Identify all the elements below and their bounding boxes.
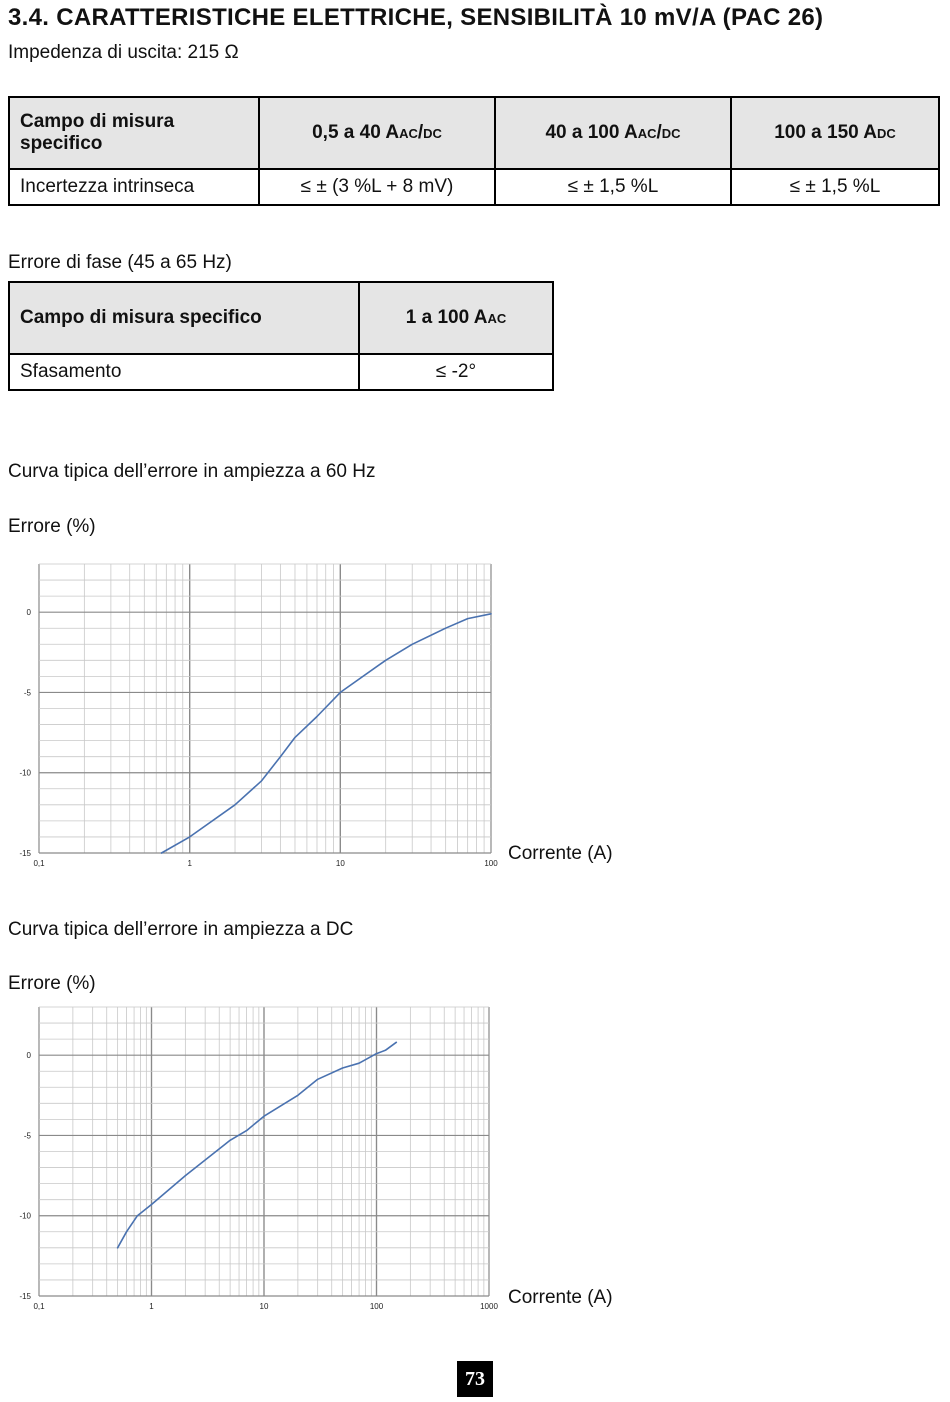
x-tick-label: 10 <box>335 859 345 868</box>
x-tick-label: 100 <box>484 859 498 868</box>
y-tick-label: -15 <box>19 849 31 858</box>
phase-error-caption: Errore di fase (45 a 65 Hz) <box>8 252 232 273</box>
chart2-xlabel: Corrente (A) <box>508 1287 613 1308</box>
y-tick-label: -5 <box>23 688 31 698</box>
x-tick-label: 1 <box>187 859 192 868</box>
accuracy-table <box>8 96 940 206</box>
y-tick-label: 0 <box>26 1051 31 1061</box>
y-tick-label: -10 <box>19 1211 31 1221</box>
table1-header-label: Campo di misura specifico <box>9 97 259 169</box>
x-tick-label: 0,1 <box>33 859 45 868</box>
chart1-60hz-error <box>0 555 500 875</box>
error-curve-line <box>162 614 492 853</box>
error-curve-line <box>118 1042 397 1248</box>
table1-cell-range2: ≤ ± 1,5 %L <box>495 169 731 205</box>
x-tick-label: 100 <box>369 1302 384 1311</box>
page-heading: 3.4. CARATTERISTICHE ELETTRICHE, SENSIBILITÀ 10 mV/A (PAC 26) <box>8 4 824 31</box>
table1-header-range2: 40 a 100 Aac/dc <box>495 97 731 169</box>
x-tick-label: 0,1 <box>33 1302 45 1311</box>
table1-row-label: Incertezza intrinseca <box>9 169 259 205</box>
chart2-dc-error <box>0 998 500 1318</box>
y-tick-label: -10 <box>19 768 31 778</box>
y-tick-label: 0 <box>26 608 31 618</box>
chart1-xlabel: Corrente (A) <box>508 843 613 864</box>
chart2-caption: Curva tipica dell’errore in ampiezza a DC <box>8 919 354 940</box>
page-number: 73 <box>457 1361 493 1397</box>
phase-table <box>8 281 554 391</box>
x-tick-label: 1000 <box>480 1302 498 1311</box>
table2-row-label: Sfasamento <box>9 354 359 390</box>
table1-header-range1: 0,5 a 40 Aac/dc <box>259 97 495 169</box>
table1-cell-range3: ≤ ± 1,5 %L <box>731 169 939 205</box>
table2-cell-value: ≤ -2° <box>359 354 553 390</box>
chart1-ylabel: Errore (%) <box>8 516 96 537</box>
chart2-ylabel: Errore (%) <box>8 973 96 994</box>
x-tick-label: 10 <box>259 1302 269 1311</box>
table1-header-range3: 100 a 150 Adc <box>731 97 939 169</box>
x-tick-label: 1 <box>149 1302 154 1311</box>
table1-cell-range1: ≤ ± (3 %L + 8 mV) <box>259 169 495 205</box>
table2-header-label: Campo di misura specifico <box>9 282 359 354</box>
table2-header-range: 1 a 100 Aac <box>359 282 553 354</box>
chart1-caption: Curva tipica dell’errore in ampiezza a 60 Hz <box>8 461 376 482</box>
output-impedance: Impedenza di uscita: 215 Ω <box>8 42 239 63</box>
y-tick-label: -5 <box>23 1131 31 1141</box>
y-tick-label: -15 <box>19 1292 31 1301</box>
